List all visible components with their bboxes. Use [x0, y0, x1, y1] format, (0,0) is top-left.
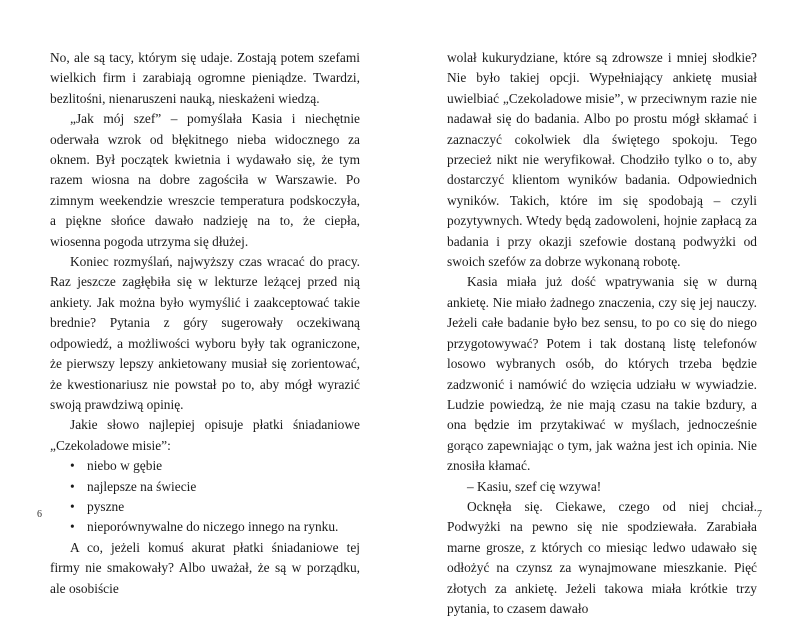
right-page-text — [447, 48, 757, 619]
page-number: 7 — [757, 509, 762, 520]
list-item: • nieporównywalne do niczego innego na rynku. — [70, 517, 360, 537]
list-item: • niebo w gębie — [70, 456, 360, 476]
bullet-list — [50, 456, 360, 538]
left-page-text — [50, 48, 360, 599]
paragraph: „Jak mój szef” – pomyślała Kasia i niechętnie oderwała wzrok od błękitnego nieba widocznego za oknem. Był początek kwietnia i wydawało się, że tym razem wiosna na dobre zagościła w Warszawie. Po zimnym weekendzie wreszcie temperatura podskoczyła, a piękne słońce dawało nadzieję na to, że ciepła, wiosenna pogoda utrzyma się dłużej. — [50, 111, 360, 249]
right-page — [400, 0, 800, 616]
list-item: • pyszne — [70, 497, 360, 517]
paragraph: Kasia miała już dość wpatrywania się w durną ankietę. Nie miało żadnego znaczenia, czy się jej nauczy. Jeżeli całe badanie było bez sensu, to po co się do niego przygotowywać? Potem i tak dostaną listę telefonów losowo wybranych osób, do których trzeba będzie zadzwonić i namówić do wzięcia udziału w wywiadzie. Ludzie powiedzą, że nie mają czasu na takie bzdury, a ona będzie im przytakiwać w myślach, jednocześnie gorąco zapewniając o tym, jak ważna jest ich opinia. Nie znosiła kłamać. — [447, 274, 757, 474]
paragraph: Koniec rozmyślań, najwyższy czas wracać do pracy. Raz jeszcze zagłębiła się w lekturze leżącej przed nią ankiety. Jak można było wymyślić i zaakceptować takie brednie? Pytania z góry sugerowały oczekiwaną odpowiedź, a możliwości wyboru były tak ograniczone, że pierwszy lepszy ankietowany musiał się zorientować, że kwestionariusz nie powstał po to, aby mógł wyrazić swoją prawdziwą opinię. — [50, 254, 360, 412]
paragraph: No, ale są tacy, którym się udaje. Zostają potem szefami wielkich firm i zarabiają ogromne pieniądze. Twardzi, bezlitośni, nienaruszeni nauką, nieskażeni wiedzą. — [50, 50, 360, 106]
dialogue-line: – Kasiu, szef cię wzywa! — [467, 478, 602, 494]
page-number: 6 — [37, 509, 42, 520]
list-item: • najlepsze na świecie — [70, 477, 360, 497]
left-page — [0, 0, 400, 596]
paragraph: A co, jeżeli komuś akurat płatki śniadaniowe tej firmy nie smakowały? Albo uważał, że są w porządku, ale osobiście — [50, 539, 360, 596]
paragraph: Jakie słowo najlepiej opisuje płatki śniadaniowe „Czekoladowe misie”: — [50, 417, 360, 453]
paragraph: wolał kukurydziane, które są zdrowsze i mniej słodkie? Nie było takiej opcji. Wypełniający ankietę musiał uwielbiać „Czekoladowe misie”, w przeciwnym razie nie nadawał się do badania. Albo po prostu mógł skłamać i zaznaczyć cokolwiek dla świętego spokoju. Tego przecież nikt nie weryfikował. Chodziło tylko o to, aby dostarczyć klientom wyników badania. Odpowiednich wyników. Takich, które im się spodobają – czyli pozytywnych. Wtedy będą zadowoleni, hojnie zapłacą za badania i przy okazji szefowie dostaną podwyżki od swoich szefów za dobrze wykonaną robotę. — [447, 50, 757, 270]
paragraph: Ocknęła się. Ciekawe, czego od niej chciał. Podwyżki na pewno się nie spodziewała. Zarabiała marne grosze, z których co miesiąc ledwo udawało się odłożyć na czynsz za wynajmowane mieszkanie. Pięć złotych za ankietę. Jeżeli takowa miała krótkie trzy pytania, to czasem dawało — [447, 498, 757, 616]
